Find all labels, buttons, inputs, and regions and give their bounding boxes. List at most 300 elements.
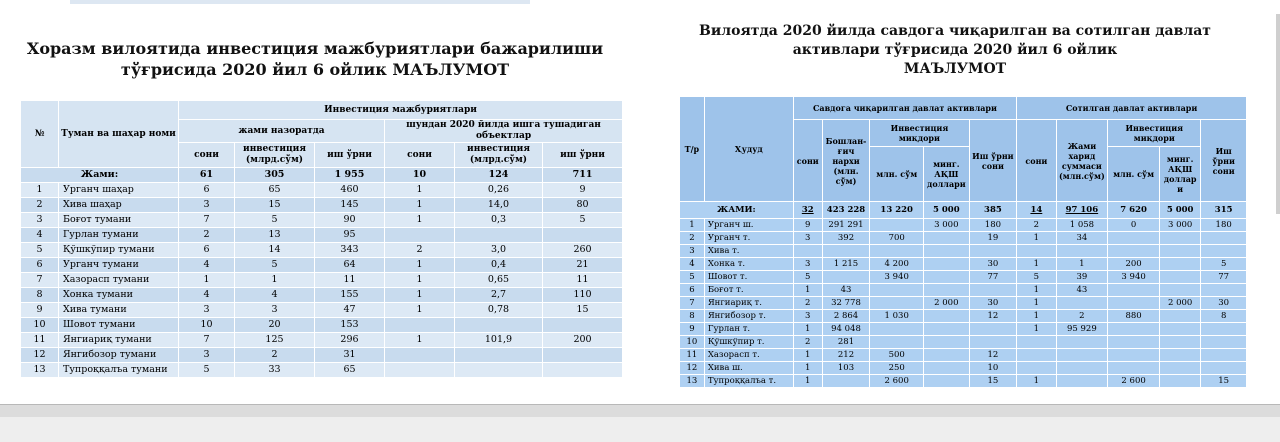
- data-cell: 15: [543, 303, 623, 318]
- row-number: 4: [680, 258, 705, 271]
- data-cell: [870, 336, 924, 349]
- data-cell: 260: [543, 243, 623, 258]
- row-number: 8: [21, 288, 59, 303]
- data-cell: 180: [969, 219, 1017, 232]
- data-cell: 2,7: [455, 288, 543, 303]
- data-cell: 6: [179, 183, 235, 198]
- data-cell: [1201, 284, 1247, 297]
- table-row: [21, 363, 623, 378]
- data-cell: [924, 336, 970, 349]
- data-cell: [1159, 258, 1200, 271]
- data-cell: [924, 245, 970, 258]
- region-name: Қўшкўпир т.: [704, 336, 793, 349]
- table-row: [21, 288, 623, 303]
- data-cell: 3: [179, 198, 235, 213]
- row-number: 3: [21, 213, 59, 228]
- data-cell: 3: [235, 303, 315, 318]
- district-name: Боғот тумани: [59, 213, 179, 228]
- data-cell: 12: [969, 310, 1017, 323]
- row-number: 1: [21, 183, 59, 198]
- data-cell: 94 048: [822, 323, 870, 336]
- data-cell: 14,0: [455, 198, 543, 213]
- data-cell: 1: [793, 284, 822, 297]
- data-cell: [1017, 362, 1056, 375]
- header-region: Ҳудуд: [704, 97, 793, 202]
- total-cell: 5 000: [924, 202, 970, 219]
- header-district: Туман ва шаҳар номи: [59, 101, 179, 168]
- data-cell: [1159, 375, 1200, 388]
- data-cell: [924, 362, 970, 375]
- data-cell: 212: [822, 349, 870, 362]
- row-number: 8: [680, 310, 705, 323]
- data-cell: 3: [793, 310, 822, 323]
- total-cell: 61: [179, 168, 235, 183]
- data-cell: 13: [235, 228, 315, 243]
- region-name: Хива т.: [704, 245, 793, 258]
- data-cell: 47: [315, 303, 385, 318]
- data-cell: [969, 284, 1017, 297]
- data-cell: 1: [385, 273, 455, 288]
- header-group: Инвестиция мажбуриятлари: [179, 101, 623, 120]
- total-cell: 423 228: [822, 202, 870, 219]
- total-cell: 711: [543, 168, 623, 183]
- total-cell: 10: [385, 168, 455, 183]
- table-row: [21, 258, 623, 273]
- total-cell: 5 000: [1159, 202, 1200, 219]
- data-cell: 500: [870, 349, 924, 362]
- table-row: [680, 297, 1247, 310]
- data-cell: 31: [315, 348, 385, 363]
- total-cell: 315: [1201, 202, 1247, 219]
- data-cell: 2 864: [822, 310, 870, 323]
- total-cell: 13 220: [870, 202, 924, 219]
- total-row: [21, 168, 623, 183]
- data-cell: 125: [235, 333, 315, 348]
- data-cell: [1159, 336, 1200, 349]
- data-cell: 1 215: [822, 258, 870, 271]
- data-cell: 2: [385, 243, 455, 258]
- data-cell: 250: [870, 362, 924, 375]
- header-jobs: Иш ўрни сони: [1201, 120, 1247, 202]
- data-cell: [1159, 323, 1200, 336]
- data-cell: 95: [315, 228, 385, 243]
- data-cell: [822, 245, 870, 258]
- data-cell: 4 200: [870, 258, 924, 271]
- data-cell: [543, 363, 623, 378]
- data-cell: 65: [315, 363, 385, 378]
- district-name: Урганч тумани: [59, 258, 179, 273]
- data-cell: [870, 245, 924, 258]
- data-cell: 10: [179, 318, 235, 333]
- data-cell: [385, 318, 455, 333]
- table-row: [21, 273, 623, 288]
- data-cell: 1 030: [870, 310, 924, 323]
- table-row: [680, 271, 1247, 284]
- data-cell: 343: [315, 243, 385, 258]
- row-number: 2: [680, 232, 705, 245]
- total-row: [680, 202, 1247, 219]
- header-start-price: Бошлан-ғич нархи (млн. сўм): [822, 120, 870, 202]
- data-cell: [924, 271, 970, 284]
- data-cell: 3: [793, 258, 822, 271]
- data-cell: 1: [1017, 232, 1056, 245]
- data-cell: [924, 232, 970, 245]
- data-cell: [822, 375, 870, 388]
- data-cell: 200: [1108, 258, 1160, 271]
- region-name: Хива ш.: [704, 362, 793, 375]
- data-cell: 95 929: [1056, 323, 1108, 336]
- investment-table: [20, 100, 623, 378]
- data-cell: 5: [179, 363, 235, 378]
- data-cell: 1: [1017, 284, 1056, 297]
- data-cell: 3: [793, 232, 822, 245]
- data-cell: 296: [315, 333, 385, 348]
- region-name: Шовот т.: [704, 271, 793, 284]
- data-cell: [455, 228, 543, 243]
- data-cell: 80: [543, 198, 623, 213]
- data-cell: 5: [1201, 258, 1247, 271]
- header-count: сони: [793, 120, 822, 202]
- table-row: [21, 303, 623, 318]
- data-cell: 2: [1056, 310, 1108, 323]
- data-cell: 1: [793, 362, 822, 375]
- data-cell: [1108, 323, 1160, 336]
- data-cell: 30: [969, 258, 1017, 271]
- district-name: Тупроққалъа тумани: [59, 363, 179, 378]
- data-cell: 43: [822, 284, 870, 297]
- data-cell: [543, 228, 623, 243]
- table-row: [680, 232, 1247, 245]
- district-name: Янгиариқ тумани: [59, 333, 179, 348]
- data-cell: 3 000: [1159, 219, 1200, 232]
- header-mln-sum: млн. сўм: [1108, 147, 1160, 202]
- total-cell: 1 955: [315, 168, 385, 183]
- row-number: 6: [21, 258, 59, 273]
- data-cell: [1108, 284, 1160, 297]
- data-cell: 1: [1017, 297, 1056, 310]
- data-cell: [1159, 284, 1200, 297]
- data-cell: [1201, 362, 1247, 375]
- data-cell: 1: [1017, 375, 1056, 388]
- table-row: [680, 219, 1247, 232]
- data-cell: [870, 219, 924, 232]
- data-cell: 1 058: [1056, 219, 1108, 232]
- row-number: 4: [21, 228, 59, 243]
- data-cell: 0,78: [455, 303, 543, 318]
- region-name: Урганч ш.: [704, 219, 793, 232]
- data-cell: 43: [1056, 284, 1108, 297]
- header-invest: Инвестиция миқдори: [870, 120, 969, 147]
- header-count: сони: [385, 143, 455, 168]
- data-cell: [969, 245, 1017, 258]
- data-cell: 3: [179, 348, 235, 363]
- data-cell: [870, 284, 924, 297]
- data-cell: 0: [1108, 219, 1160, 232]
- data-cell: 0,65: [455, 273, 543, 288]
- header-sub1: жами назоратда: [179, 120, 385, 143]
- data-cell: 700: [870, 232, 924, 245]
- data-cell: [1056, 336, 1108, 349]
- data-cell: 1: [1056, 258, 1108, 271]
- scrollbar[interactable]: [1276, 14, 1280, 214]
- total-cell: 385: [969, 202, 1017, 219]
- data-cell: [1201, 323, 1247, 336]
- data-cell: 200: [543, 333, 623, 348]
- table-row: [680, 336, 1247, 349]
- data-cell: [1201, 349, 1247, 362]
- data-cell: [1159, 271, 1200, 284]
- data-cell: 1: [793, 375, 822, 388]
- data-cell: [1159, 362, 1200, 375]
- data-cell: [455, 348, 543, 363]
- row-number: 3: [680, 245, 705, 258]
- header-group1: Савдога чиқарилган давлат активлари: [793, 97, 1016, 120]
- row-number: 12: [21, 348, 59, 363]
- data-cell: 101,9: [455, 333, 543, 348]
- data-cell: 2: [1017, 219, 1056, 232]
- data-cell: 2 000: [924, 297, 970, 310]
- data-cell: [1017, 336, 1056, 349]
- data-cell: 21: [543, 258, 623, 273]
- data-cell: 5: [235, 213, 315, 228]
- data-cell: 2: [793, 336, 822, 349]
- district-name: Хонка тумани: [59, 288, 179, 303]
- data-cell: 1: [385, 198, 455, 213]
- data-cell: 1: [1017, 323, 1056, 336]
- data-cell: 880: [1108, 310, 1160, 323]
- data-cell: 10: [969, 362, 1017, 375]
- header-count: сони: [179, 143, 235, 168]
- table-row: [680, 245, 1247, 258]
- row-number: 5: [680, 271, 705, 284]
- data-cell: [924, 349, 970, 362]
- data-cell: 8: [1201, 310, 1247, 323]
- region-name: Боғот т.: [704, 284, 793, 297]
- data-cell: 0,4: [455, 258, 543, 273]
- data-cell: 3 940: [870, 271, 924, 284]
- table-row: [21, 213, 623, 228]
- right-title: Вилоятда 2020 йилда савдога чиқарилган ва сотилган давлат активлари тўғрисида 2020 йил 6 ойлик МАЪЛУМОТ: [699, 23, 1211, 77]
- data-cell: 7: [179, 213, 235, 228]
- row-number: 7: [21, 273, 59, 288]
- header-investment: инвестиция (млрд.сўм): [235, 143, 315, 168]
- total-cell: 14: [1017, 202, 1056, 219]
- data-cell: [385, 228, 455, 243]
- data-cell: 1: [385, 333, 455, 348]
- district-name: Хива тумани: [59, 303, 179, 318]
- data-cell: 1: [179, 273, 235, 288]
- data-cell: 291 291: [822, 219, 870, 232]
- data-cell: [924, 375, 970, 388]
- header-num: №: [21, 101, 59, 168]
- data-cell: 1: [235, 273, 315, 288]
- row-number: 10: [680, 336, 705, 349]
- data-cell: [543, 318, 623, 333]
- data-cell: 153: [315, 318, 385, 333]
- data-cell: 4: [235, 288, 315, 303]
- data-cell: 0,26: [455, 183, 543, 198]
- data-cell: [1201, 245, 1247, 258]
- data-cell: [1056, 362, 1108, 375]
- data-cell: 15: [235, 198, 315, 213]
- table-row: [680, 375, 1247, 388]
- header-investment: инвестиция (млрд.сўм): [455, 143, 543, 168]
- data-cell: [1108, 349, 1160, 362]
- data-cell: [822, 271, 870, 284]
- row-number: 9: [21, 303, 59, 318]
- data-cell: 15: [1201, 375, 1247, 388]
- data-cell: [385, 363, 455, 378]
- data-cell: 12: [969, 349, 1017, 362]
- district-name: Хива шаҳар: [59, 198, 179, 213]
- data-cell: [1201, 232, 1247, 245]
- row-number: 12: [680, 362, 705, 375]
- row-number: 13: [21, 363, 59, 378]
- data-cell: 15: [969, 375, 1017, 388]
- data-cell: 155: [315, 288, 385, 303]
- district-name: Янгибозор тумани: [59, 348, 179, 363]
- data-cell: 2 000: [1159, 297, 1200, 310]
- header-jobs: иш ўрни: [543, 143, 623, 168]
- data-cell: 77: [1201, 271, 1247, 284]
- data-cell: 3: [179, 303, 235, 318]
- header-jobs: Иш ўрни сони: [969, 120, 1017, 202]
- row-number: 1: [680, 219, 705, 232]
- data-cell: 1: [385, 303, 455, 318]
- data-cell: [1108, 336, 1160, 349]
- data-cell: 4: [179, 288, 235, 303]
- region-name: Хонка т.: [704, 258, 793, 271]
- header-mln-sum: млн. сўм: [870, 147, 924, 202]
- header-count: сони: [1017, 120, 1056, 202]
- data-cell: [1056, 349, 1108, 362]
- data-cell: [1159, 232, 1200, 245]
- row-number: 10: [21, 318, 59, 333]
- data-cell: [1159, 245, 1200, 258]
- row-number: 2: [21, 198, 59, 213]
- data-cell: [870, 323, 924, 336]
- data-cell: 2: [179, 228, 235, 243]
- region-name: Гурлан т.: [704, 323, 793, 336]
- data-cell: 34: [1056, 232, 1108, 245]
- data-cell: [455, 363, 543, 378]
- data-cell: 110: [543, 288, 623, 303]
- row-number: 11: [21, 333, 59, 348]
- data-cell: 1: [385, 183, 455, 198]
- data-cell: 103: [822, 362, 870, 375]
- header-usd: минг. АҚШ доллар и: [1159, 147, 1200, 202]
- data-cell: [1108, 297, 1160, 310]
- data-cell: 1: [1017, 258, 1056, 271]
- header-usd: минг. АҚШ доллари: [924, 147, 970, 202]
- data-cell: 3,0: [455, 243, 543, 258]
- data-cell: 5: [1017, 271, 1056, 284]
- footer-bar: [0, 404, 1280, 442]
- region-name: Янгибозор т.: [704, 310, 793, 323]
- table-row: [680, 310, 1247, 323]
- data-cell: 5: [235, 258, 315, 273]
- data-cell: [1201, 336, 1247, 349]
- data-cell: [543, 348, 623, 363]
- data-cell: 3 000: [924, 219, 970, 232]
- header-sub2: шундан 2020 йилда ишга тушадиган объектлар: [385, 120, 623, 143]
- left-title: Хоразм вилоятида инвестиция мажбуриятлари бажарилиши тўғрисида 2020 йил 6 ойлик МАЪЛУМОТ: [26, 39, 604, 79]
- data-cell: [870, 297, 924, 310]
- data-cell: [1017, 245, 1056, 258]
- data-cell: [1017, 349, 1056, 362]
- table-row: [680, 284, 1247, 297]
- data-cell: [924, 323, 970, 336]
- data-cell: 1: [385, 258, 455, 273]
- data-cell: [1159, 349, 1200, 362]
- data-cell: [969, 323, 1017, 336]
- data-cell: 3 940: [1108, 271, 1160, 284]
- table-row: [680, 258, 1247, 271]
- data-cell: 14: [235, 243, 315, 258]
- data-cell: 5: [543, 213, 623, 228]
- data-cell: 9: [543, 183, 623, 198]
- data-cell: 1: [385, 288, 455, 303]
- data-cell: 460: [315, 183, 385, 198]
- data-cell: 7: [179, 333, 235, 348]
- total-cell: 124: [455, 168, 543, 183]
- data-cell: [924, 310, 970, 323]
- region-name: Хазорасп т.: [704, 349, 793, 362]
- table-row: [21, 333, 623, 348]
- row-number: 7: [680, 297, 705, 310]
- data-cell: 145: [315, 198, 385, 213]
- data-cell: 1: [385, 213, 455, 228]
- data-cell: 2: [793, 297, 822, 310]
- data-cell: [969, 336, 1017, 349]
- total-cell: 305: [235, 168, 315, 183]
- data-cell: 2 600: [870, 375, 924, 388]
- data-cell: [1056, 375, 1108, 388]
- district-name: Шовот тумани: [59, 318, 179, 333]
- data-cell: 20: [235, 318, 315, 333]
- data-cell: 77: [969, 271, 1017, 284]
- table-row: [680, 349, 1247, 362]
- data-cell: 0,3: [455, 213, 543, 228]
- data-cell: [793, 245, 822, 258]
- footer-strip: [0, 417, 1280, 442]
- region-name: Урганч т.: [704, 232, 793, 245]
- data-cell: [1056, 245, 1108, 258]
- data-cell: 90: [315, 213, 385, 228]
- table-row: [21, 243, 623, 258]
- data-cell: 4: [179, 258, 235, 273]
- data-cell: 180: [1201, 219, 1247, 232]
- row-number: 9: [680, 323, 705, 336]
- data-cell: 2: [235, 348, 315, 363]
- data-cell: 19: [969, 232, 1017, 245]
- row-number: 13: [680, 375, 705, 388]
- region-name: Тупроққалъа т.: [704, 375, 793, 388]
- header-purchase: Жами харид суммаси (млн.сўм): [1056, 120, 1108, 202]
- data-cell: 65: [235, 183, 315, 198]
- data-cell: 1: [793, 349, 822, 362]
- total-cell: 32: [793, 202, 822, 219]
- table-row: [680, 362, 1247, 375]
- data-cell: 11: [543, 273, 623, 288]
- data-cell: [1056, 297, 1108, 310]
- data-cell: [924, 284, 970, 297]
- data-cell: 9: [793, 219, 822, 232]
- header-invest: Инвестиция миқдори: [1108, 120, 1201, 147]
- total-label: ЖАМИ:: [680, 202, 794, 219]
- district-name: Қўшкўпир тумани: [59, 243, 179, 258]
- table-row: [680, 323, 1247, 336]
